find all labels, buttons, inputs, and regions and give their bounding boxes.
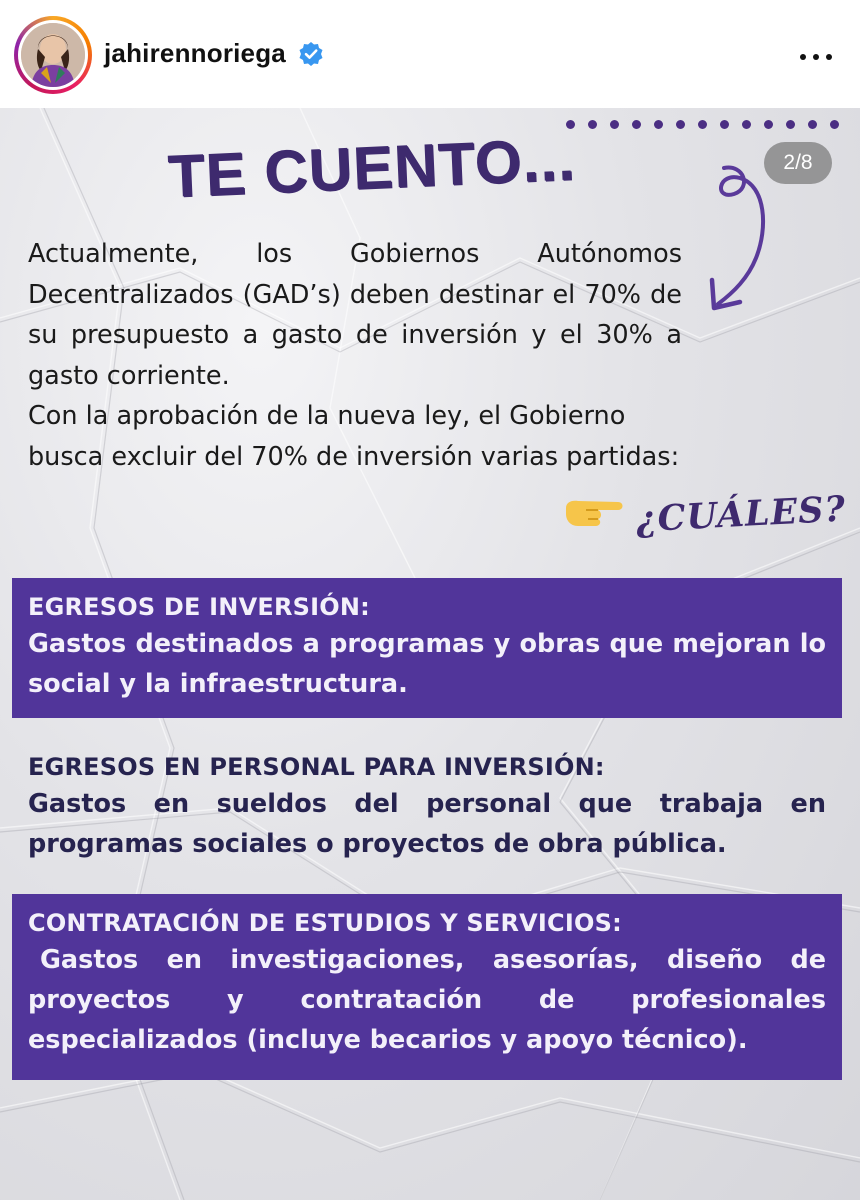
section-body: Gastos en sueldos del personal que trabaja en programas sociales o proyectos de obra pública. — [28, 789, 826, 859]
headline: TE CUENTO... — [166, 125, 577, 210]
more-options-icon — [813, 54, 819, 60]
section-egresos-inversion — [12, 578, 842, 718]
section-title: CONTRATACIÓN DE ESTUDIOS Y SERVICIOS: — [28, 909, 622, 937]
more-options-button[interactable] — [796, 44, 836, 68]
intro-text — [28, 234, 682, 477]
post-header — [0, 0, 860, 108]
avatar-border — [18, 20, 88, 90]
section-title: EGRESOS DE INVERSIÓN: — [28, 593, 370, 621]
section-title: EGRESOS EN PERSONAL PARA INVERSIÓN: — [28, 753, 605, 781]
section-contratacion-estudios — [12, 894, 842, 1080]
hand-drawn-arrow-icon — [704, 162, 784, 320]
username-link[interactable]: jahirennoriega — [104, 38, 286, 68]
avatar-portrait-icon — [21, 23, 85, 87]
slide-counter-badge: 2/8 — [764, 142, 832, 184]
more-options-icon — [800, 54, 806, 60]
callout-question: ¿CUÁLES? — [635, 488, 847, 541]
post-image[interactable] — [0, 108, 860, 1200]
decorative-dots — [566, 120, 850, 130]
verified-badge-icon — [298, 41, 324, 67]
story-ring[interactable] — [14, 16, 92, 94]
more-options-icon — [826, 54, 832, 60]
intro-paragraph-2: Con la aprobación de la nueva ley, el Gobierno busca excluir del 70% de inversión varias partidas: — [28, 401, 680, 472]
section-egresos-personal — [12, 738, 842, 868]
section-body: Gastos en investigaciones, asesorías, diseño de proyectos y contratación de profesionales especializados (incluye becarios y apoyo técnico). — [28, 945, 826, 1055]
avatar[interactable] — [21, 23, 85, 87]
intro-paragraph-1: Actualmente, los Gobiernos Autónomos Decentralizados (GAD’s) deben destinar el 70% de su presupuesto a gasto de inversión y el 30% a gasto corriente. — [28, 239, 682, 391]
section-body: Gastos destinados a programas y obras que mejoran lo social y la infraestructura. — [28, 629, 826, 699]
pointing-hand-icon — [562, 492, 628, 532]
